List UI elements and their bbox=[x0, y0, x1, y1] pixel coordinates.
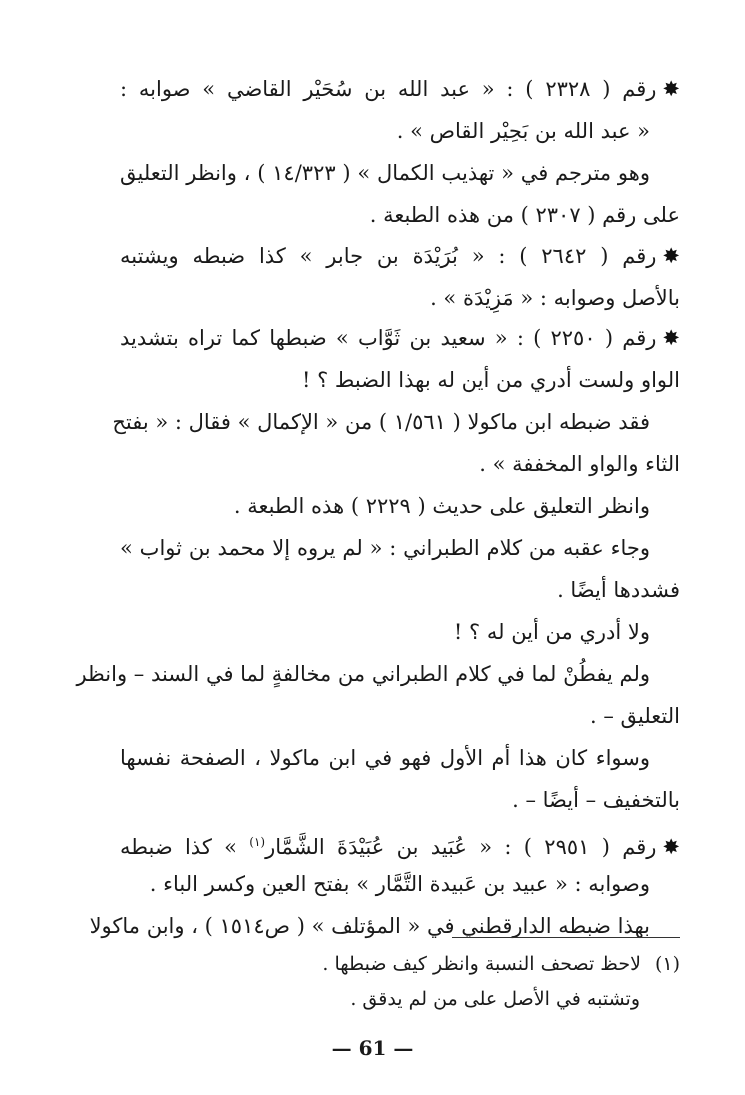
text-line: وجاء عقبه من كلام الطبراني : « لم يروه إلا محمد بن ثواب » bbox=[120, 536, 650, 560]
footnote-line: (١)لاحظ تصحف النسبة وانظر كيف ضبطها . bbox=[322, 953, 680, 975]
text-line: وانظر التعليق على حديث ( ٢٢٢٩ ) هذه الطبعة . bbox=[233, 494, 650, 518]
footnote-ref[interactable]: (١) bbox=[249, 835, 266, 849]
text-line: ✸رقم ( ٢٢٥٠ ) : « سعيد بن ثَوَّاب » ضبطها كما تراه بتشديد bbox=[120, 326, 680, 350]
text-line: وهو مترجم في « تهذيب الكمال » ( ١٤/٣٢٣ ) ، وانظر التعليق bbox=[120, 161, 650, 185]
text-line: ✸رقم ( ٢٩٥١ ) : « عُبَيد بن عُبَيْدَةَ الشَّمَّار$^{(١)}$ » كذا ضبطه bbox=[120, 835, 680, 859]
asterisk-star-icon: ✸ bbox=[662, 326, 680, 350]
text-line: بهذا ضبطه الدارقطني في « المؤتلف » ( ص١٥١٤ ) ، وابن ماكولا bbox=[89, 914, 650, 938]
footnote-line: وتشتبه في الأصل على من لم يدقق . bbox=[350, 988, 640, 1010]
text-line: فقد ضبطه ابن ماكولا ( ١/٥٦١ ) من « الإكمال » فقال : « بفتح bbox=[112, 410, 650, 434]
footnote-divider bbox=[452, 937, 680, 938]
text-line: ✸رقم ( ٢٣٢٨ ) : « عبد الله بن سُحَيْر القاضي » صوابه : bbox=[120, 77, 680, 101]
text-line: على رقم ( ٢٣٠٧ ) من هذه الطبعة . bbox=[369, 203, 680, 227]
text-line: ✸رقم ( ٢٦٤٢ ) : « بُرَيْدَة بن جابر » كذا ضبطه ويشتبه bbox=[120, 244, 681, 268]
text-line: وصوابه : « عبيد بن عَبيدة التَّمَّار » بفتح العين وكسر الباء . bbox=[149, 872, 650, 896]
page-number: — 61 — bbox=[331, 1036, 414, 1060]
text-line: ولم يفطُنْ لما في كلام الطبراني من مخالفةٍ لما في السند – وانظر bbox=[76, 662, 650, 686]
asterisk-star-icon: ✸ bbox=[662, 244, 681, 268]
asterisk-star-icon: ✸ bbox=[662, 77, 680, 101]
text-line: « عبد الله بن بَحِيْر القاص » . bbox=[396, 119, 650, 143]
text-line: فشددها أيضًا . bbox=[557, 578, 680, 602]
text-line: بالأصل وصوابه : « مَزِيْدَة » . bbox=[430, 286, 680, 310]
text-line: بالتخفيف – أيضًا – . bbox=[512, 788, 680, 812]
text-line: الواو ولست أدري من أين له بهذا الضبط ؟ ! bbox=[301, 368, 680, 392]
asterisk-star-icon: ✸ bbox=[662, 835, 680, 859]
text-line: ولا أدري من أين له ؟ ! bbox=[453, 620, 650, 644]
footnote-mark: (١) bbox=[654, 953, 680, 975]
text-line: وسواء كان هذا أم الأول فهو في ابن ماكولا ، الصفحة نفسها bbox=[120, 746, 650, 770]
text-line: الثاء والواو المخففة » . bbox=[479, 452, 680, 476]
text-line: التعليق – . bbox=[589, 704, 680, 728]
